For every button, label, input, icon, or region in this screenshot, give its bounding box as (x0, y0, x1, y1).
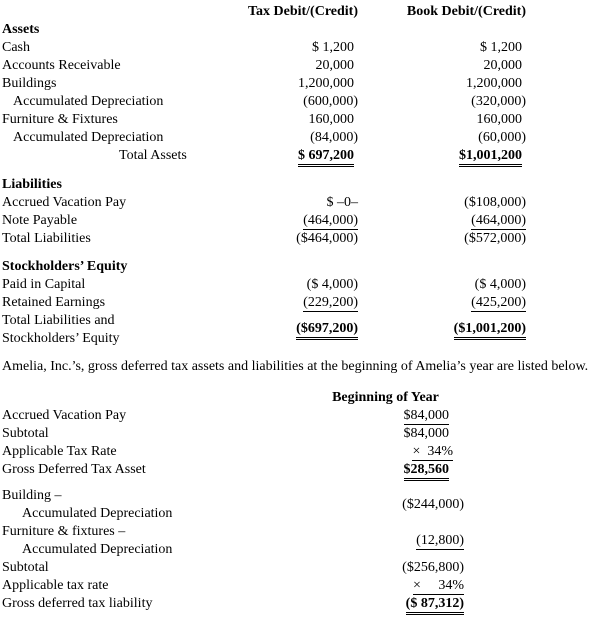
row-furniture-label: Furniture & Fixtures (2, 112, 118, 127)
liabilities-section-heading: Liabilities (2, 177, 62, 192)
balance-sheet-table (2, 3, 526, 312)
dtl-furniture-label-line2: Accumulated Depreciation (22, 542, 173, 557)
row-buildings-accum-dep-book: (320,000) (471, 94, 526, 109)
row-furniture-tax: 160,000 (308, 112, 354, 127)
dtl-subtotal-label: Subtotal (2, 560, 49, 575)
row-note-payable-book: (464,000) (471, 213, 526, 228)
row-total-liab-equity-label-line1: Total Liabilities and (2, 313, 115, 328)
deferred-tax-liability-table (2, 487, 464, 613)
row-cash-tax: $ 1,200 (312, 40, 354, 55)
row-total-liab-equity-label-line2: Stockholders’ Equity (2, 331, 120, 346)
dta-row-gross-label: Gross Deferred Tax Asset (2, 462, 146, 477)
dtl-building-label-line1: Building – (2, 488, 62, 503)
row-total-liabilities-label: Total Liabilities (2, 231, 91, 246)
row-paid-in-capital-book: ($ 4,000) (474, 277, 526, 292)
dta-row-accrued-vacation-label: Accrued Vacation Pay (2, 408, 127, 423)
dta-row-subtotal-label: Subtotal (2, 426, 49, 441)
equity-section-heading: Stockholders’ Equity (2, 259, 128, 274)
row-cash-label: Cash (2, 40, 30, 55)
row-buildings-tax: 1,200,000 (298, 76, 354, 91)
row-buildings-accum-dep-label: Accumulated Depreciation (13, 94, 164, 109)
narrative-paragraph: Amelia, Inc.’s, gross deferred tax assets and liabilities at the beginning of Amelia’s year are listed below. (2, 359, 589, 374)
row-total-assets-label: Total Assets (119, 148, 187, 163)
row-note-payable-label: Note Payable (2, 213, 78, 228)
row-paid-in-capital-tax: ($ 4,000) (306, 277, 358, 292)
row-buildings-accum-dep-tax: (600,000) (303, 94, 358, 109)
spacer (2, 3, 232, 21)
dtl-building-value: ($244,000) (402, 497, 464, 512)
row-furniture-accum-dep-tax: (84,000) (310, 130, 358, 145)
dtl-row-subtotal (2, 559, 464, 577)
dtl-tax-rate-value: × 34% (412, 578, 464, 593)
row-furniture-accum-dep-label: Accumulated Depreciation (13, 130, 164, 145)
dtl-row-furniture (2, 523, 464, 559)
row-cash-book: $ 1,200 (480, 40, 522, 55)
beginning-of-year-column-header: Beginning of Year (332, 390, 439, 405)
dta-row-tax-rate-value: × 34% (412, 444, 453, 459)
dta-row-accrued-vacation-value: $84,000 (403, 408, 449, 423)
dtl-row-gross (2, 595, 464, 613)
row-total-liabilities-book: ($572,000) (464, 231, 526, 246)
row-accrued-vacation-label: Accrued Vacation Pay (2, 195, 127, 210)
dtl-gross-label: Gross deferred tax liability (2, 596, 153, 611)
row-paid-in-capital-label: Paid in Capital (2, 277, 86, 292)
book-column-header: Book Debit/(Credit) (406, 4, 526, 19)
row-total-liabilities-tax: ($464,000) (296, 231, 358, 246)
row-buildings-label: Buildings (2, 76, 57, 91)
row-accrued-vacation-tax: $ –0– (326, 195, 358, 210)
dta-row-subtotal-value: $84,000 (403, 426, 449, 441)
row-furniture-accum-dep-book: (60,000) (478, 130, 526, 145)
dtl-building-label-line2: Accumulated Depreciation (22, 506, 173, 521)
dta-row-tax-rate-label: Applicable Tax Rate (2, 444, 117, 459)
dtl-row-building (2, 487, 464, 523)
row-total-liabilities-and-equity (2, 312, 526, 348)
row-retained-earnings-tax: (229,200) (303, 295, 358, 310)
dtl-gross-value: ($ 87,312) (332, 595, 464, 613)
row-note-payable-tax: (464,000) (303, 213, 358, 228)
dtl-tax-rate-label: Applicable tax rate (2, 578, 109, 593)
row-buildings-book: 1,200,000 (466, 76, 522, 91)
dtl-subtotal-value: ($256,800) (402, 560, 464, 575)
tax-column-header: Tax Debit/(Credit) (247, 4, 358, 19)
row-furniture-book: 160,000 (476, 112, 522, 127)
row-accrued-vacation-book: ($108,000) (464, 195, 526, 210)
row-accounts-receivable-tax: 20,000 (315, 58, 354, 73)
row-total-liab-equity-tax: ($697,200) (232, 321, 358, 340)
assets-section-heading: Assets (2, 22, 40, 37)
dtl-furniture-label-line1: Furniture & fixtures – (2, 524, 126, 539)
row-accounts-receivable-label: Accounts Receivable (2, 58, 121, 73)
row-total-assets-book: $1,001,200 (358, 147, 526, 165)
row-retained-earnings-book: (425,200) (471, 295, 526, 310)
deferred-tax-asset-table (2, 389, 453, 479)
row-accounts-receivable-book: 20,000 (483, 58, 522, 73)
row-retained-earnings-label: Retained Earnings (2, 295, 106, 310)
dta-row-gross-value: $28,560 (318, 461, 453, 479)
row-total-assets-tax: $ 697,200 (232, 147, 358, 165)
dtl-furniture-value: (12,800) (416, 532, 464, 548)
dtl-row-tax-rate (2, 577, 464, 595)
row-total-liab-equity-book: ($1,001,200) (358, 321, 526, 340)
